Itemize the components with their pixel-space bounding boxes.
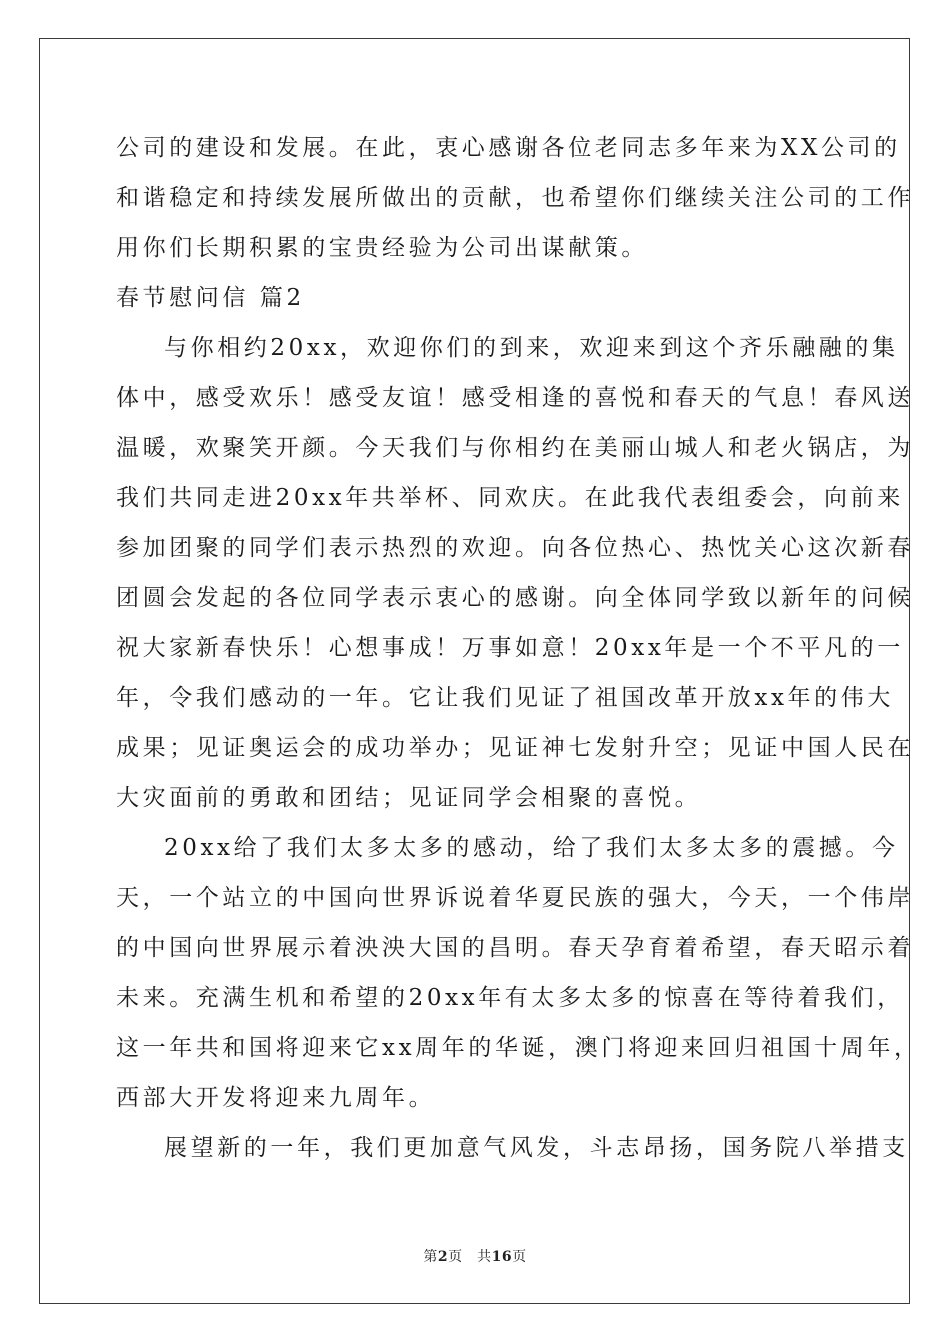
body-line: 团圆会发起的各位同学表示衷心的感谢。向全体同学致以新年的问候 bbox=[116, 585, 914, 611]
body-line: 成果；见证奥运会的成功举办；见证神七发射升空；见证中国人民在 bbox=[116, 735, 914, 761]
body-line: 年，令我们感动的一年。它让我们见证了祖国改革开放xx年的伟大 bbox=[116, 685, 894, 711]
page-border bbox=[39, 38, 910, 1304]
body-line: 这一年共和国将迎来它xx周年的华诞，澳门将迎来回归祖国十周年， bbox=[116, 1035, 921, 1061]
section-heading: 春节慰问信 篇2 bbox=[116, 285, 305, 311]
body-line: 用你们长期积累的宝贵经验为公司出谋献策。 bbox=[116, 235, 648, 261]
body-line: 参加团聚的同学们表示热烈的欢迎。向各位热心、热忱关心这次新春 bbox=[116, 535, 914, 561]
body-line: 祝大家新春快乐！心想事成！万事如意！20xx年是一个不平凡的一 bbox=[116, 635, 904, 661]
body-line: 体中，感受欢乐！感受友谊！感受相逢的喜悦和春天的气息！春风送 bbox=[116, 385, 914, 411]
body-line: 和谐稳定和持续发展所做出的贡献，也希望你们继续关注公司的工作 bbox=[116, 185, 914, 211]
body-line: 展望新的一年，我们更加意气风发，斗志昂扬，国务院八举措支 bbox=[164, 1135, 909, 1161]
body-line: 天，一个站立的中国向世界诉说着华夏民族的强大，今天，一个伟岸 bbox=[116, 885, 914, 911]
body-line: 未来。充满生机和希望的20xx年有太多太多的惊喜在等待着我们， bbox=[116, 985, 904, 1011]
body-line: 西部大开发将迎来九周年。 bbox=[116, 1085, 436, 1111]
body-line: 温暖，欢聚笑开颜。今天我们与你相约在美丽山城人和老火锅店，为 bbox=[116, 435, 914, 461]
body-line: 公司的建设和发展。在此，衷心感谢各位老同志多年来为XX公司的 bbox=[116, 135, 901, 161]
page-footer bbox=[0, 1246, 950, 1266]
footer-prefix: 第 bbox=[423, 1249, 438, 1265]
body-line: 我们共同走进20xx年共举杯、同欢庆。在此我代表组委会，向前来 bbox=[116, 485, 904, 511]
body-line: 与你相约20xx，欢迎你们的到来，欢迎来到这个齐乐融融的集 bbox=[164, 335, 899, 361]
footer-suffix: 页 bbox=[512, 1249, 527, 1265]
body-line: 的中国向世界展示着泱泱大国的昌明。春天孕育着希望，春天昭示着 bbox=[116, 935, 914, 961]
current-page-number: 2 bbox=[437, 1249, 449, 1265]
body-line: 20xx给了我们太多太多的感动，给了我们太多太多的震撼。今 bbox=[164, 835, 899, 861]
footer-mid: 页 共 bbox=[448, 1249, 492, 1265]
body-line: 大灾面前的勇敢和团结；见证同学会相聚的喜悦。 bbox=[116, 785, 702, 811]
total-pages-number: 16 bbox=[491, 1249, 513, 1265]
